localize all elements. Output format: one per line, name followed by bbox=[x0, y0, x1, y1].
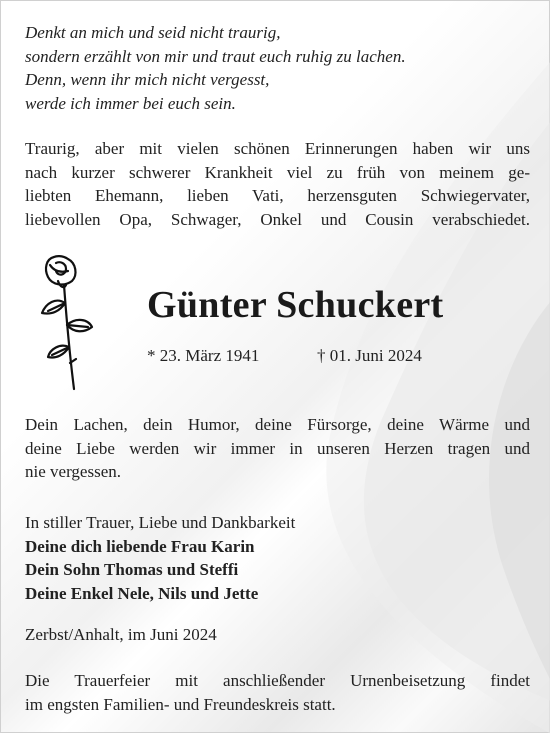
mourners-block bbox=[25, 511, 530, 605]
mourner-line: Dein Sohn Thomas und Steffi bbox=[25, 560, 239, 579]
funeral-line: im engsten Familien- und Freundeskreis statt. bbox=[25, 694, 336, 714]
tribute-line: nie vergessen. bbox=[25, 462, 121, 481]
intro-line: liebten Ehemann, lieben Vati, herzensguten Schwiegervater, bbox=[25, 186, 530, 205]
intro-line: Traurig, aber mit vielen schönen Erinnerungen haben wir uns bbox=[25, 139, 530, 158]
tribute-line: Dein Lachen, dein Humor, deine Fürsorge, deine Wärme und bbox=[25, 415, 530, 434]
intro-line: liebevollen Opa, Schwager, Onkel und Cousin verabschiedet. bbox=[25, 209, 530, 229]
rose-icon bbox=[34, 251, 98, 393]
tribute-line: deine Liebe werden wir immer in unseren Herzen tragen und bbox=[25, 438, 530, 458]
place-date: Zerbst/Anhalt, im Juni 2024 bbox=[25, 625, 217, 644]
mourner-line: Deine Enkel Nele, Nils und Jette bbox=[25, 583, 259, 603]
funeral-paragraph bbox=[25, 669, 530, 716]
mourner-line: Deine dich liebende Frau Karin bbox=[25, 536, 255, 556]
tribute-paragraph bbox=[25, 413, 530, 484]
intro-line: nach kurzer schwerer Krankheit viel zu früh von meinem ge- bbox=[25, 162, 530, 182]
birth-date: * 23. März 1941 bbox=[147, 346, 260, 365]
death-date: † 01. Juni 2024 bbox=[317, 346, 422, 365]
deceased-name: Günter Schuckert bbox=[147, 284, 444, 326]
poem-line: Denkt an mich und seid nicht traurig, bbox=[25, 23, 281, 42]
funeral-line: Die Trauerfeier mit anschließender Urnenbeisetzung findet bbox=[25, 671, 530, 690]
poem-line: Denn, wenn ihr mich nicht vergesst, bbox=[25, 70, 270, 89]
poem-line: sondern erzählt von mir und traut euch ruhig zu lachen. bbox=[25, 46, 406, 66]
poem bbox=[25, 21, 530, 115]
intro-paragraph bbox=[25, 137, 530, 231]
mourners-intro: In stiller Trauer, Liebe und Dankbarkeit bbox=[25, 513, 296, 532]
poem-line: werde ich immer bei euch sein. bbox=[25, 93, 236, 113]
